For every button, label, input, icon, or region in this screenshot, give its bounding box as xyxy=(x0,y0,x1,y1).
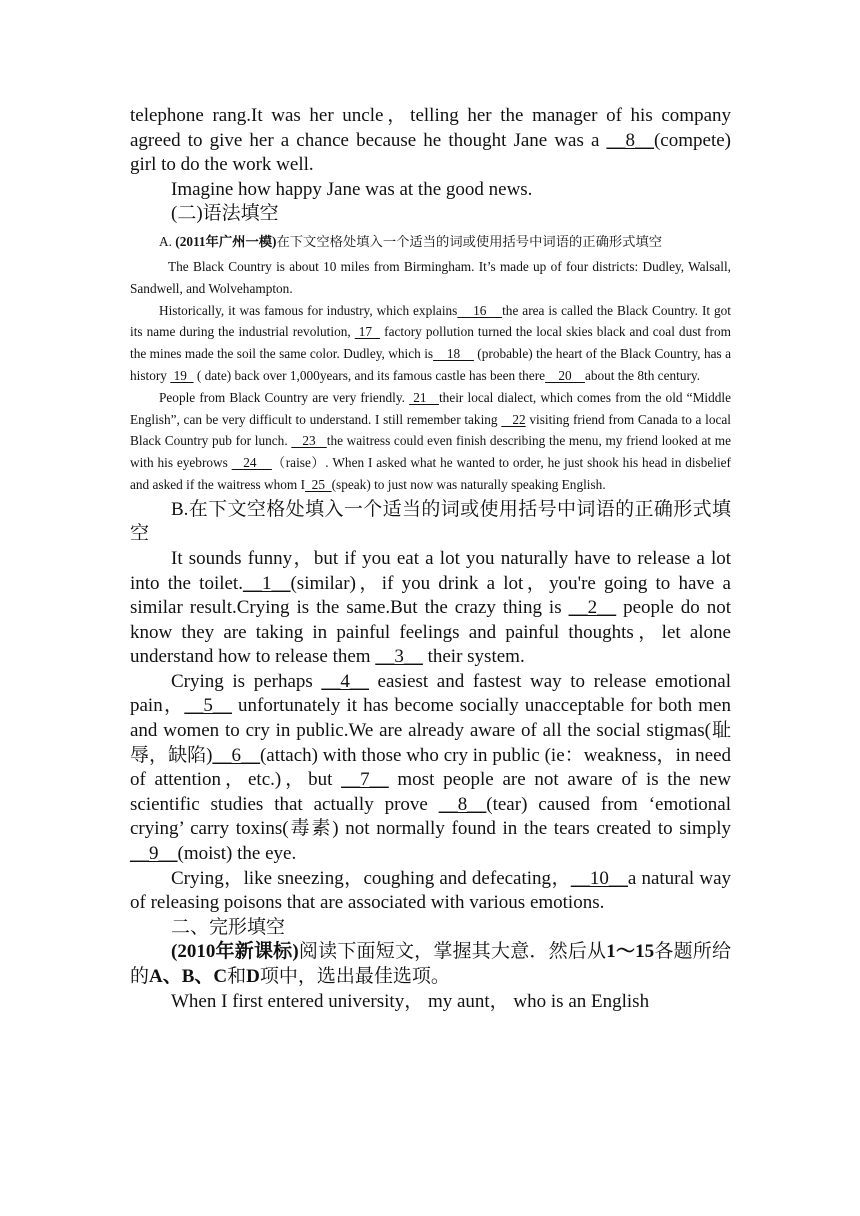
section-a-paragraph-1: The Black Country is about 10 miles from Birmingham. It’s made up of four districts: Dudley, Walsall, Sandwell, and Wolvehampton. xyxy=(130,258,731,296)
blank-8b: __8__ xyxy=(438,793,487,815)
blank-2: __2__ xyxy=(568,597,617,619)
blank-3: __3__ xyxy=(375,646,423,668)
blank-10: __10__ xyxy=(570,867,628,889)
section-a-paragraph-3: People from Black Country are very friendly. 21 their local dialect, which comes from the old “Middle English”, can be very difficult to understand. I still remember taking 22 visiting friend from Canada to a local Black Country pub for lunch. 23 the waitress could even finish describing the menu, my friend looked at me with his eyebrows 24 （raise）. When I asked what he wanted to order, he just shook his head in disbelief and asked if the waitress whom I 25 (speak) to just now was naturally speaking English. xyxy=(130,389,731,492)
blank-17: 17 xyxy=(354,324,381,340)
blank-5: __5__ xyxy=(184,695,232,717)
blank-23: 23 xyxy=(291,433,327,449)
blank-22: 22 xyxy=(501,411,526,427)
section-b-instruction: B.在下文空格处填入一个适当的词或使用括号中词语的正确形式填空 xyxy=(130,498,731,545)
blank-19: 19 xyxy=(170,367,194,383)
heading-cloze: 二、完形填空 xyxy=(171,916,286,938)
section-b-paragraph-2: Crying is perhaps __4__ easiest and fastest way to release emotional pain，__5__ unfortunately it has become socially unacceptable for both men and women to cry in public.We are already aware of all the social stigmas(耻辱，缺陷)__6__(attach) with those who cry in public (ie：weakness，in need of attention，etc.)，but __7__ most people are not aware of is the new scientific studies that actually prove __8__(tear) caused from ‘emotional crying’ carry toxins(毒素) not normally found in the tears created to simply __9__(moist) the eye. xyxy=(130,670,732,865)
blank-7: __7__ xyxy=(341,769,389,791)
blank-9: __9__ xyxy=(130,843,178,865)
section-b-paragraph-3: Crying，like sneezing，coughing and defecating，__10__a natural way of releasing poisons that are associated with various emotions. xyxy=(130,867,731,914)
passage-closing-line: Imagine how happy Jane was at the good news. xyxy=(171,178,533,200)
blank-8: __8__ xyxy=(606,129,654,151)
section-a-instruction: A. (2011年广州一模)在下文空格处填入一个适当的词或使用括号中词语的正确形式填空 xyxy=(159,233,663,249)
blank-6: __6__ xyxy=(212,744,260,766)
blank-18: 18 xyxy=(433,346,474,362)
section-b-paragraph-1: It sounds funny，but if you eat a lot you naturally have to release a lot into the toilet.__1__(similar)，if you drink a lot，you're going to have a similar result.Crying is the same.But the crazy thing is __2__ people do not know they are taking in painful feelings and painful thoughts，let alone understand how to release them __3__ their system. xyxy=(130,547,731,668)
section-a-paragraph-2: Historically, it was famous for industry, which explains 16 the area is called the Black Country. It got its name during the industrial revolution, 17 factory pollution turned the local skies black and coal dust from the mines made the soil the same color. Dudley, which is 18 (probable) the heart of the Black Country, has a history 19 ( date) back over 1,000years, and its famous castle has been there 20 about the 8th century. xyxy=(130,302,732,383)
blank-25: 25 xyxy=(305,476,332,492)
blank-21: 21 xyxy=(409,389,439,405)
blank-24: 24 xyxy=(231,455,272,471)
blank-1: __1__ xyxy=(242,572,291,594)
blank-4: __4__ xyxy=(321,670,369,692)
heading-grammar-fill: (二)语法填空 xyxy=(171,203,279,225)
passage-ending: telephone rang.It was her uncle，telling her the manager of his company agreed to give her a chance because he thought Jane was a __8__(compete) girl to do the work well. xyxy=(130,105,731,176)
document-page xyxy=(130,104,731,1014)
blank-16: 16 xyxy=(457,302,503,318)
cloze-instruction: (2010年新课标)阅读下面短文，掌握其大意．然后从1～15各题所给的A、B、C和D项中，选出最佳选项。 xyxy=(130,941,731,988)
cloze-paragraph-1: When I first entered university， my aunt， who is an English xyxy=(171,990,650,1012)
blank-20: 20 xyxy=(545,367,585,383)
